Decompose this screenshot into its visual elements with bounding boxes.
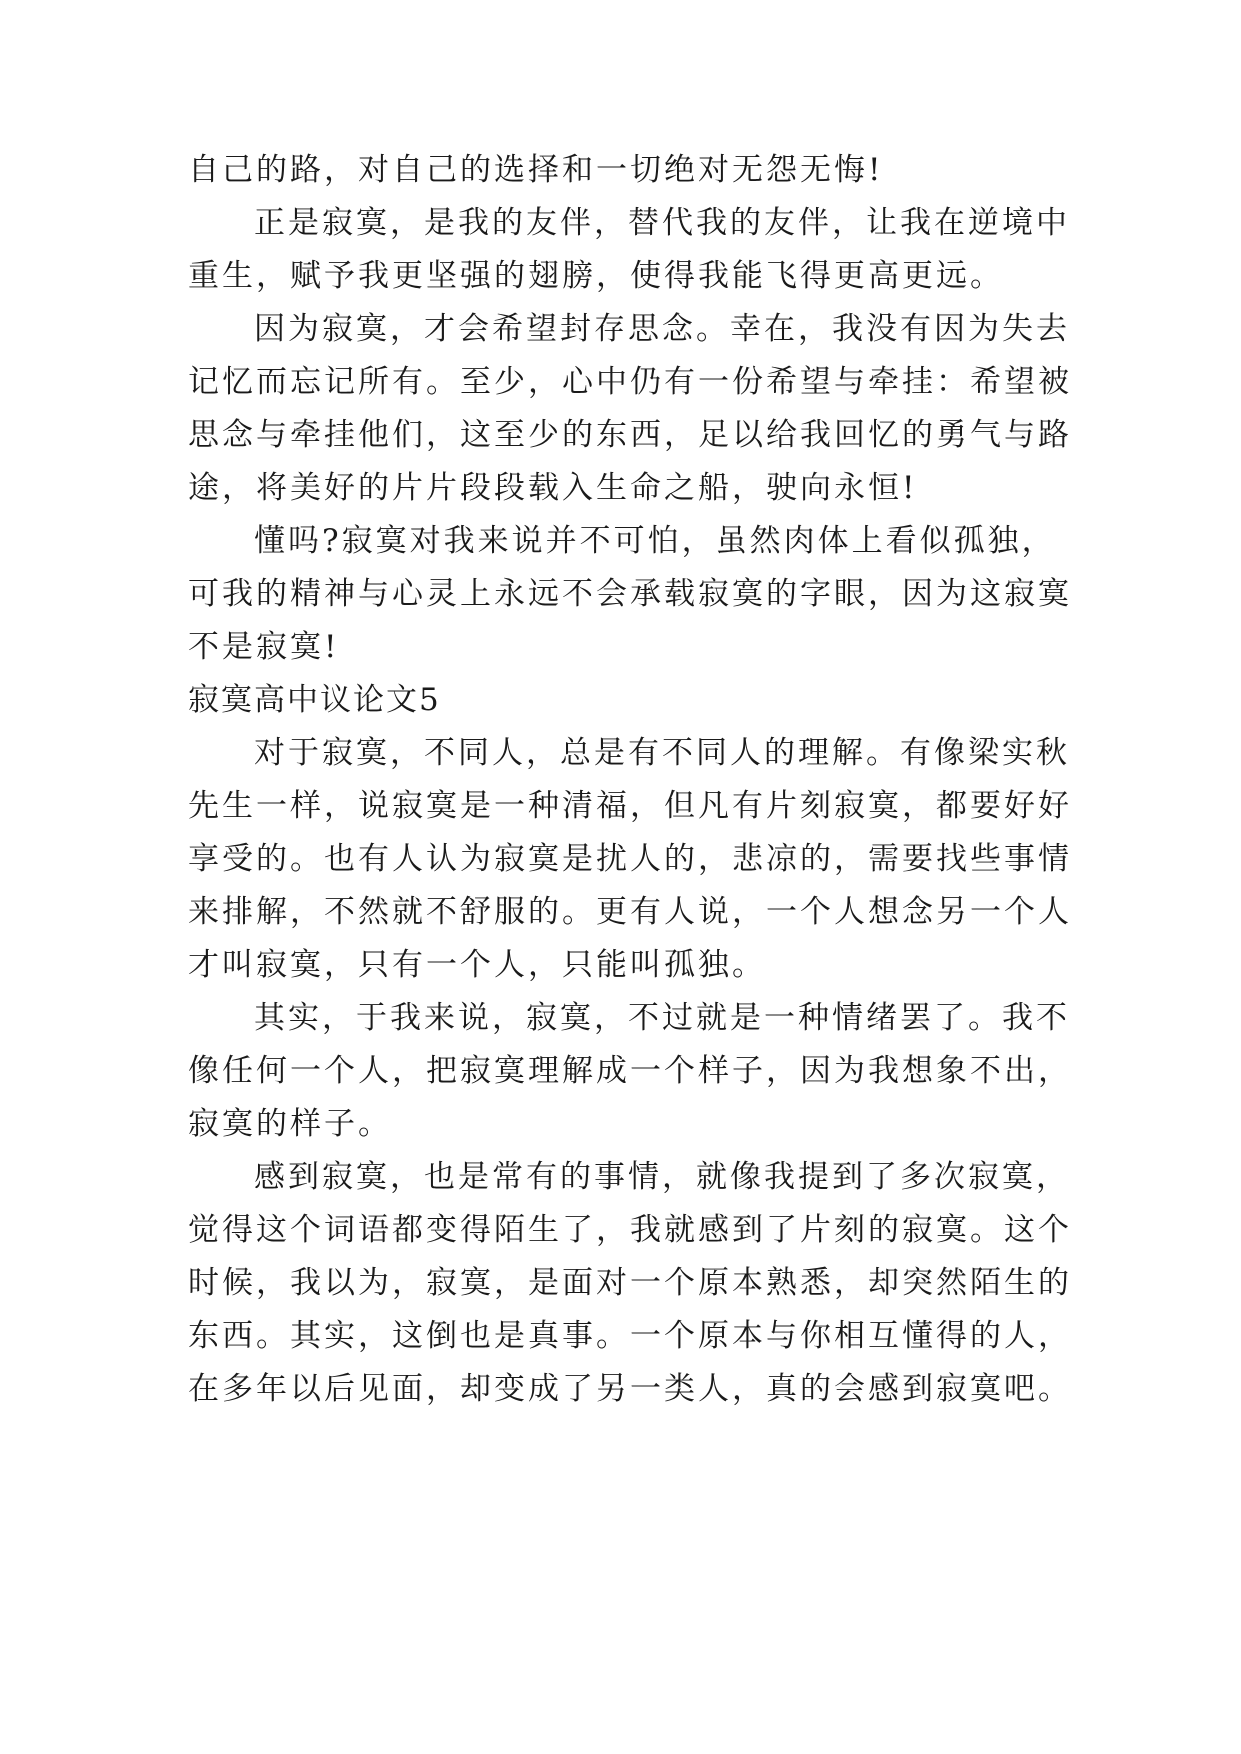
text-line: 思念与牵挂他们，这至少的东西，足以给我回忆的勇气与路	[188, 417, 1072, 453]
text-line: 自己的路，对自己的选择和一切绝对无怨无悔!	[188, 152, 884, 188]
text-line: 来排解，不然就不舒服的。更有人说，一个人想念另一个人	[188, 894, 1072, 930]
section-heading: 寂寞高中议论文5	[188, 682, 441, 718]
text-line: 记忆而忘记所有。至少，心中仍有一份希望与牵挂：希望被	[188, 364, 1072, 400]
paragraph-first-line: 其实，于我来说，寂寞，不过就是一种情绪罢了。我不	[254, 1000, 1070, 1036]
text-line: 享受的。也有人认为寂寞是扰人的，悲凉的，需要找些事情	[188, 841, 1072, 877]
text-line: 时候，我以为，寂寞，是面对一个原本熟悉，却突然陌生的	[188, 1265, 1072, 1301]
paragraph-first-line: 正是寂寞，是我的友伴，替代我的友伴，让我在逆境中	[254, 205, 1070, 241]
text-line: 先生一样，说寂寞是一种清福，但凡有片刻寂寞，都要好好	[188, 788, 1072, 824]
text-line: 觉得这个词语都变得陌生了，我就感到了片刻的寂寞。这个	[188, 1212, 1072, 1248]
text-line: 途，将美好的片片段段载入生命之船，驶向永恒!	[188, 470, 918, 506]
paragraph-first-line: 懂吗?寂寞对我来说并不可怕，虽然肉体上看似孤独，	[254, 523, 1056, 559]
paragraph-first-line: 因为寂寞，才会希望封存思念。幸在，我没有因为失去	[254, 311, 1070, 347]
text-line: 像任何一个人，把寂寞理解成一个样子，因为我想象不出，	[188, 1053, 1072, 1089]
paragraph-first-line: 对于寂寞，不同人，总是有不同人的理解。有像梁实秋	[254, 735, 1070, 771]
paragraph-first-line: 感到寂寞，也是常有的事情，就像我提到了多次寂寞，	[254, 1159, 1070, 1195]
text-line: 不是寂寞!	[188, 629, 340, 665]
text-line: 可我的精神与心灵上永远不会承载寂寞的字眼，因为这寂寞	[188, 576, 1072, 612]
text-line: 重生，赋予我更坚强的翅膀，使得我能飞得更高更远。	[188, 258, 1004, 294]
text-line: 才叫寂寞，只有一个人，只能叫孤独。	[188, 947, 766, 983]
text-line: 在多年以后见面，却变成了另一类人，真的会感到寂寞吧。	[188, 1371, 1072, 1407]
text-line: 寂寞的样子。	[188, 1106, 392, 1142]
text-line: 东西。其实，这倒也是真事。一个原本与你相互懂得的人，	[188, 1318, 1072, 1354]
